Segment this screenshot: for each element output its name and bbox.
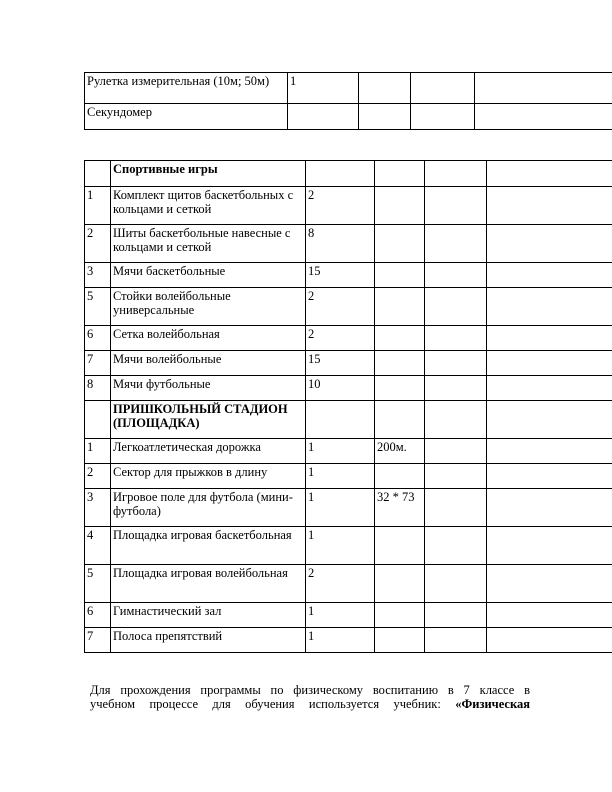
item-qty: 8 xyxy=(306,225,375,263)
item-note xyxy=(375,263,425,288)
item-name: Стойки волейбольные универсальные xyxy=(111,288,306,326)
table-row xyxy=(85,439,612,464)
item-number: 3 xyxy=(85,489,111,527)
table-row xyxy=(85,565,612,603)
item-note xyxy=(375,326,425,351)
item-number: 8 xyxy=(85,376,111,401)
item-number: 4 xyxy=(85,527,111,565)
item-qty: 2 xyxy=(306,326,375,351)
item-number: 7 xyxy=(85,628,111,653)
item-qty: 1 xyxy=(306,628,375,653)
table-row xyxy=(85,73,612,104)
table-row xyxy=(85,288,612,326)
item-note xyxy=(375,527,425,565)
section-title: ПРИШКОЛЬНЫЙ СТАДИОН (ПЛОЩАДКА) xyxy=(111,401,306,439)
item-qty: 1 xyxy=(306,603,375,628)
item-note: 32 * 73 xyxy=(375,489,425,527)
item-number: 5 xyxy=(85,288,111,326)
item-qty: 1 xyxy=(306,439,375,464)
item-qty: 1 xyxy=(306,489,375,527)
item-number: 7 xyxy=(85,351,111,376)
table-row xyxy=(85,326,612,351)
item-qty: 1 xyxy=(306,464,375,489)
table-row xyxy=(85,187,612,225)
item-name: Игровое поле для футбола (мини-футбола) xyxy=(111,489,306,527)
item-name: Мячи волейбольные xyxy=(111,351,306,376)
item-number: 5 xyxy=(85,565,111,603)
item-qty: 15 xyxy=(306,263,375,288)
item-note xyxy=(375,565,425,603)
item-note xyxy=(375,376,425,401)
item-qty: 1 xyxy=(306,527,375,565)
item-number: 6 xyxy=(85,603,111,628)
table-row xyxy=(85,104,612,130)
section-title: Спортивные игры xyxy=(111,161,306,187)
item-name: Мячи футбольные xyxy=(111,376,306,401)
item-note xyxy=(375,187,425,225)
item-note xyxy=(375,603,425,628)
item-number: 6 xyxy=(85,326,111,351)
table-row xyxy=(85,603,612,628)
section-header-row xyxy=(85,401,612,439)
item-name: Сектор для прыжков в длину xyxy=(111,464,306,489)
paragraph-line-2-text: учебном процессе для обучения используется учебник: xyxy=(90,697,456,711)
item-number: 2 xyxy=(85,464,111,489)
table-row xyxy=(85,464,612,489)
item-name: Мячи баскетбольные xyxy=(111,263,306,288)
table-row xyxy=(85,489,612,527)
table-row xyxy=(85,628,612,653)
table-row xyxy=(85,351,612,376)
item-name: Гимнастический зал xyxy=(111,603,306,628)
item-name: Рулетка измерительная (10м; 50м) xyxy=(85,73,288,104)
item-number: 1 xyxy=(85,187,111,225)
body-paragraph xyxy=(90,683,530,711)
equipment-table-top xyxy=(84,72,612,130)
item-qty: 2 xyxy=(306,187,375,225)
item-qty xyxy=(288,104,359,130)
item-name: Комплект щитов баскетбольных с кольцами и сеткой xyxy=(111,187,306,225)
paragraph-line-2 xyxy=(90,697,530,711)
table-row xyxy=(85,225,612,263)
paragraph-line-1: Для прохождения программы по физическому воспитанию в 7 классе в xyxy=(90,683,530,697)
item-name: Секундомер xyxy=(85,104,288,130)
item-note xyxy=(375,464,425,489)
item-qty: 15 xyxy=(306,351,375,376)
textbook-title: «Физическая xyxy=(455,697,530,711)
item-note xyxy=(375,288,425,326)
item-note xyxy=(375,628,425,653)
item-name: Легкоатлетическая дорожка xyxy=(111,439,306,464)
item-name: Полоса препятствий xyxy=(111,628,306,653)
item-number: 1 xyxy=(85,439,111,464)
item-number: 3 xyxy=(85,263,111,288)
item-note xyxy=(375,351,425,376)
table-row xyxy=(85,527,612,565)
equipment-table-main xyxy=(84,160,612,653)
item-number: 2 xyxy=(85,225,111,263)
item-name: Площадка игровая баскетбольная xyxy=(111,527,306,565)
item-qty: 2 xyxy=(306,288,375,326)
item-qty: 2 xyxy=(306,565,375,603)
item-name: Сетка волейбольная xyxy=(111,326,306,351)
item-note xyxy=(375,225,425,263)
item-note: 200м. xyxy=(375,439,425,464)
section-header-row xyxy=(85,161,612,187)
table-row xyxy=(85,263,612,288)
item-name: Площадка игровая волейбольная xyxy=(111,565,306,603)
item-qty: 10 xyxy=(306,376,375,401)
table-row xyxy=(85,376,612,401)
item-qty: 1 xyxy=(288,73,359,104)
item-name: Шиты баскетбольные навесные с кольцами и сеткой xyxy=(111,225,306,263)
